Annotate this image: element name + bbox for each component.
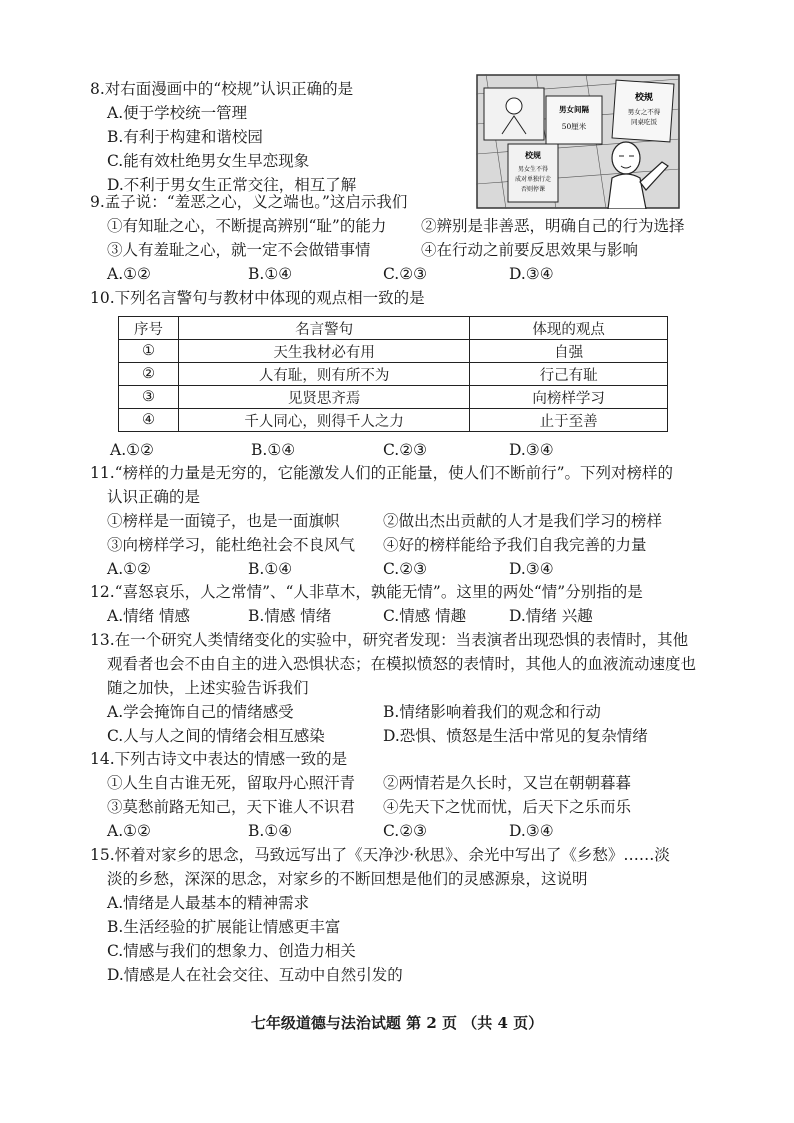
cartoon-sign3: 校规: [525, 150, 541, 160]
cartoon-sign2: 校规: [634, 93, 654, 103]
q14-statement-4: ④先天下之忧而忧，后天下之乐而乐: [383, 798, 632, 816]
table-row: [119, 386, 668, 409]
q8-option-d: D.不利于男女生正常交往，相互了解: [107, 176, 357, 194]
table-cell: ③: [119, 386, 179, 409]
q8-option-c: C.能有效杜绝男女生早恋现象: [107, 152, 310, 170]
table-cell: 人有耻，则有所不为: [178, 363, 469, 386]
q9-statement-2: ②辨别是非善恶，明确自己的行为选择: [421, 217, 685, 235]
table-row: [119, 409, 668, 432]
q11-statement-3: ③向榜样学习，能杜绝社会不良风气: [107, 536, 356, 554]
quotes-table: [118, 316, 668, 432]
table-cell: 止于至善: [470, 409, 668, 432]
q11-statement-1: ①榜样是一面镜子，也是一面旗帜: [107, 512, 340, 530]
q8-option-a: A.便于学校统一管理: [107, 104, 248, 122]
table-header: 体现的观点: [470, 317, 668, 340]
q15-option-d: D.情感是人在社会交往、互动中自然引发的: [107, 966, 403, 984]
q11-stem-line2: 认识正确的是: [107, 488, 201, 506]
table-header-row: [119, 317, 668, 340]
table-header: 序号: [119, 317, 179, 340]
q15-option-a: A.情绪是人最基本的精神需求: [107, 894, 310, 912]
q15-stem-line2: 淡的乡愁，深深的思念，对家乡的不断回想是他们的灵感源泉，这说明: [107, 870, 588, 888]
q13-option-a: A.学会掩饰自己的情绪感受: [107, 703, 294, 721]
q10-option-a: A.①②: [110, 441, 154, 459]
q9-statement-3: ③人有羞耻之心，就一定不会做错事情: [107, 241, 371, 259]
table-header: 名言警句: [178, 317, 469, 340]
cartoon-sign3b: 男女生不得: [517, 166, 549, 173]
table-cell: 见贤思齐焉: [178, 386, 469, 409]
q8-option-b: B.有利于构建和谐校园: [107, 128, 263, 146]
q14-option-d: D.③④: [509, 822, 554, 840]
q15-stem-line1: 15.怀着对家乡的思念，马致远写出了《天净沙·秋思》、余光中写出了《乡愁》……淡: [90, 846, 670, 864]
table-cell: 行己有耻: [470, 363, 668, 386]
q15-option-c: C.情感与我们的想象力、创造力相关: [107, 942, 356, 960]
q15-option-b: B.生活经验的扩展能让情感更丰富: [107, 918, 341, 936]
q14-stem: 14.下列古诗文中表达的情感一致的是: [90, 750, 348, 768]
table-cell: 自强: [470, 340, 668, 363]
q9-option-c: C.②③: [383, 265, 428, 283]
q13-option-b: B.情绪影响着我们的观念和行动: [383, 703, 601, 721]
table-cell: 向榜样学习: [470, 386, 668, 409]
q13-stem-line1: 13.在一个研究人类情绪变化的实验中，研究者发现：当表演者出现恐惧的表情时，其他: [90, 631, 689, 649]
cartoon-sign1: 男女间隔: [559, 105, 589, 114]
q11-option-a: A.①②: [107, 560, 151, 578]
q12-option-a: A.情绪 情感: [107, 607, 191, 625]
q14-statement-2: ②两情若是久长时，又岂在朝朝暮暮: [383, 774, 632, 792]
q14-statement-1: ①人生自古谁无死，留取丹心照汗青: [107, 774, 356, 792]
table-cell: 千人同心，则得千人之力: [178, 409, 469, 432]
q10-option-d: D.③④: [509, 441, 554, 459]
table-row: [119, 340, 668, 363]
table-cell: ②: [119, 363, 179, 386]
q13-option-c: C.人与人之间的情绪会相互感染: [107, 727, 325, 745]
q11-option-b: B.①④: [248, 560, 293, 578]
table-row: [119, 363, 668, 386]
school-rules-cartoon: [476, 74, 680, 209]
q8-stem: 8.对右面漫画中的“校规”认识正确的是: [90, 80, 354, 98]
q10-option-b: B.①④: [251, 441, 296, 459]
page-footer: 七年级道德与法治试题 第 2 页 （共 4 页）: [250, 1014, 544, 1032]
q12-option-b: B.情感 情绪: [248, 607, 332, 625]
q11-statement-2: ②做出杰出贡献的人才是我们学习的榜样: [383, 512, 663, 530]
table-cell: ①: [119, 340, 179, 363]
q9-statement-4: ④在行动之前要反思效果与影响: [421, 241, 639, 259]
q10-option-c: C.②③: [383, 441, 428, 459]
table-cell: ④: [119, 409, 179, 432]
q11-statement-4: ④好的榜样能给予我们自我完善的力量: [383, 536, 647, 554]
q9-stem: 9.孟子说：“羞恶之心，义之端也。”这启示我们: [90, 193, 408, 211]
q11-stem-line1: 11.“榜样的力量是无穷的，它能激发人们的正能量，使人们不断前行”。下列对榜样的: [90, 464, 674, 482]
q14-option-a: A.①②: [107, 822, 151, 840]
cartoon-sign3d: 否则停课: [520, 186, 546, 193]
q9-statement-1: ①有知耻之心，不断提高辨别“耻”的能力: [107, 217, 387, 235]
q11-option-d: D.③④: [509, 560, 554, 578]
cartoon-sign2c: 同桌吃饭: [631, 118, 657, 126]
cartoon-sign3c: 成对单独行走: [514, 176, 552, 183]
q12-stem: 12.“喜怒哀乐，人之常情”、“人非草木，孰能无情”。这里的两处“情”分别指的是: [90, 583, 643, 601]
q13-stem-line2: 观看者也会不由自主的进入恐惧状态；在模拟愤怒的表情时，其他人的血液流动速度也: [107, 655, 697, 673]
q11-option-c: C.②③: [383, 560, 428, 578]
table-cell: 天生我材必有用: [178, 340, 469, 363]
cartoon-sign1b: 50厘米: [561, 122, 587, 131]
q9-option-a: A.①②: [107, 265, 151, 283]
q14-option-b: B.①④: [248, 822, 293, 840]
q9-option-b: B.①④: [248, 265, 293, 283]
cartoon-sign2b: 男女之不得: [627, 108, 661, 116]
q14-option-c: C.②③: [383, 822, 428, 840]
q10-stem: 10.下列名言警句与教材中体现的观点相一致的是: [90, 289, 425, 307]
q13-option-d: D.恐惧、愤怒是生活中常见的复杂情绪: [383, 727, 648, 745]
q12-option-c: C.情感 情趣: [383, 607, 467, 625]
q12-option-d: D.情绪 兴趣: [509, 607, 593, 625]
q9-option-d: D.③④: [509, 265, 554, 283]
q13-stem-line3: 随之加快，上述实验告诉我们: [107, 679, 309, 697]
q14-statement-3: ③莫愁前路无知己，天下谁人不识君: [107, 798, 356, 816]
